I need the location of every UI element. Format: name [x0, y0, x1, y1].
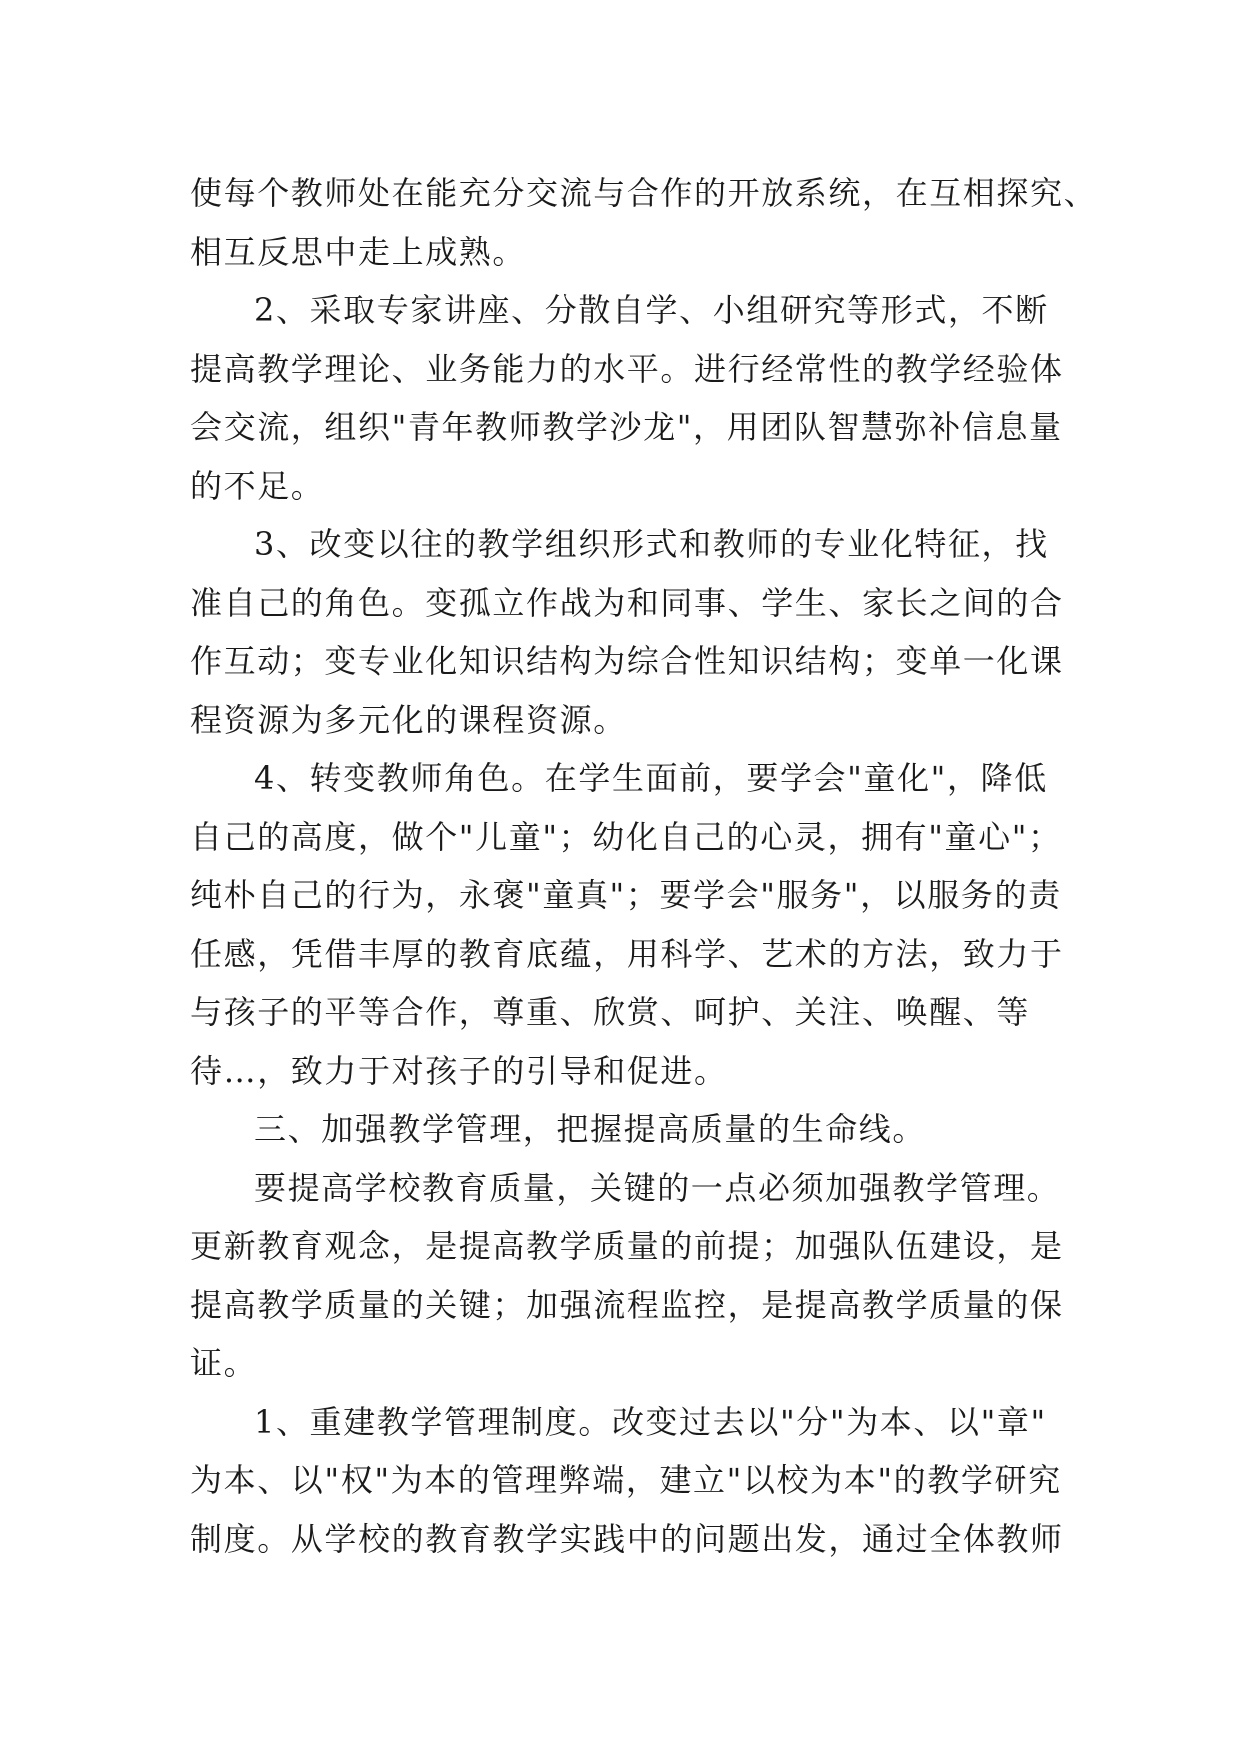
text-line: 纯朴自己的行为，永褒"童真"；要学会"服务"，以服务的责 — [190, 876, 1062, 914]
text-line: 提高教学理论、业务能力的水平。进行经常性的教学经验体 — [190, 349, 1064, 388]
text-line: 提高教学质量的关键；加强流程监控，是提高教学质量的保 — [190, 1285, 1064, 1324]
text-line: 与孩子的平等合作，尊重、欣赏、呵护、关注、唤醒、等 — [190, 993, 1031, 1031]
text-line: 1、重建教学管理制度。改变过去以"分"为本、以"章" — [254, 1402, 1047, 1441]
text-line: 2、采取专家讲座、分散自学、小组研究等形式，不断 — [254, 291, 1049, 329]
text-line: 4、转变教师角色。在学生面前，要学会"童化"，降低 — [254, 759, 1048, 797]
document-body — [190, 164, 1110, 1568]
text-line: 制度。从学校的教育教学实践中的问题出发，通过全体教师 — [190, 1519, 1064, 1558]
text-line: 为本、以"权"为本的管理弊端，建立"以校为本"的教学研究 — [190, 1461, 1062, 1499]
text-line: 的不足。 — [190, 466, 325, 505]
text-line: 三、加强教学管理，把握提高质量的生命线。 — [254, 1110, 927, 1148]
text-line: 相互反思中走上成熟。 — [190, 232, 527, 271]
text-line: 作互动；变专业化知识结构为综合性知识结构；变单一化课 — [190, 642, 1064, 680]
text-line: 3、改变以往的教学组织形式和教师的专业化特征，找 — [254, 525, 1049, 563]
text-line: 自己的高度，做个"儿童"；幼化自己的心灵，拥有"童心"； — [190, 817, 1062, 856]
text-line: 会交流，组织"青年教师教学沙龙"，用团队智慧弥补信息量 — [190, 408, 1063, 446]
text-line: 使每个教师处在能充分交流与合作的开放系统，在互相探究、 — [190, 174, 1098, 212]
text-line: 准自己的角色。变孤立作战为和同事、学生、家长之间的合 — [190, 583, 1064, 622]
text-line: 待…，致力于对孩子的引导和促进。 — [190, 1051, 728, 1090]
text-line: 要提高学校教育质量，关键的一点必须加强教学管理。 — [254, 1168, 1061, 1207]
text-line: 程资源为多元化的课程资源。 — [190, 700, 627, 739]
text-line: 证。 — [190, 1344, 258, 1382]
text-line: 任感，凭借丰厚的教育底蕴，用科学、艺术的方法，致力于 — [190, 934, 1064, 973]
text-line: 更新教育观念，是提高教学质量的前提；加强队伍建设，是 — [190, 1227, 1064, 1265]
